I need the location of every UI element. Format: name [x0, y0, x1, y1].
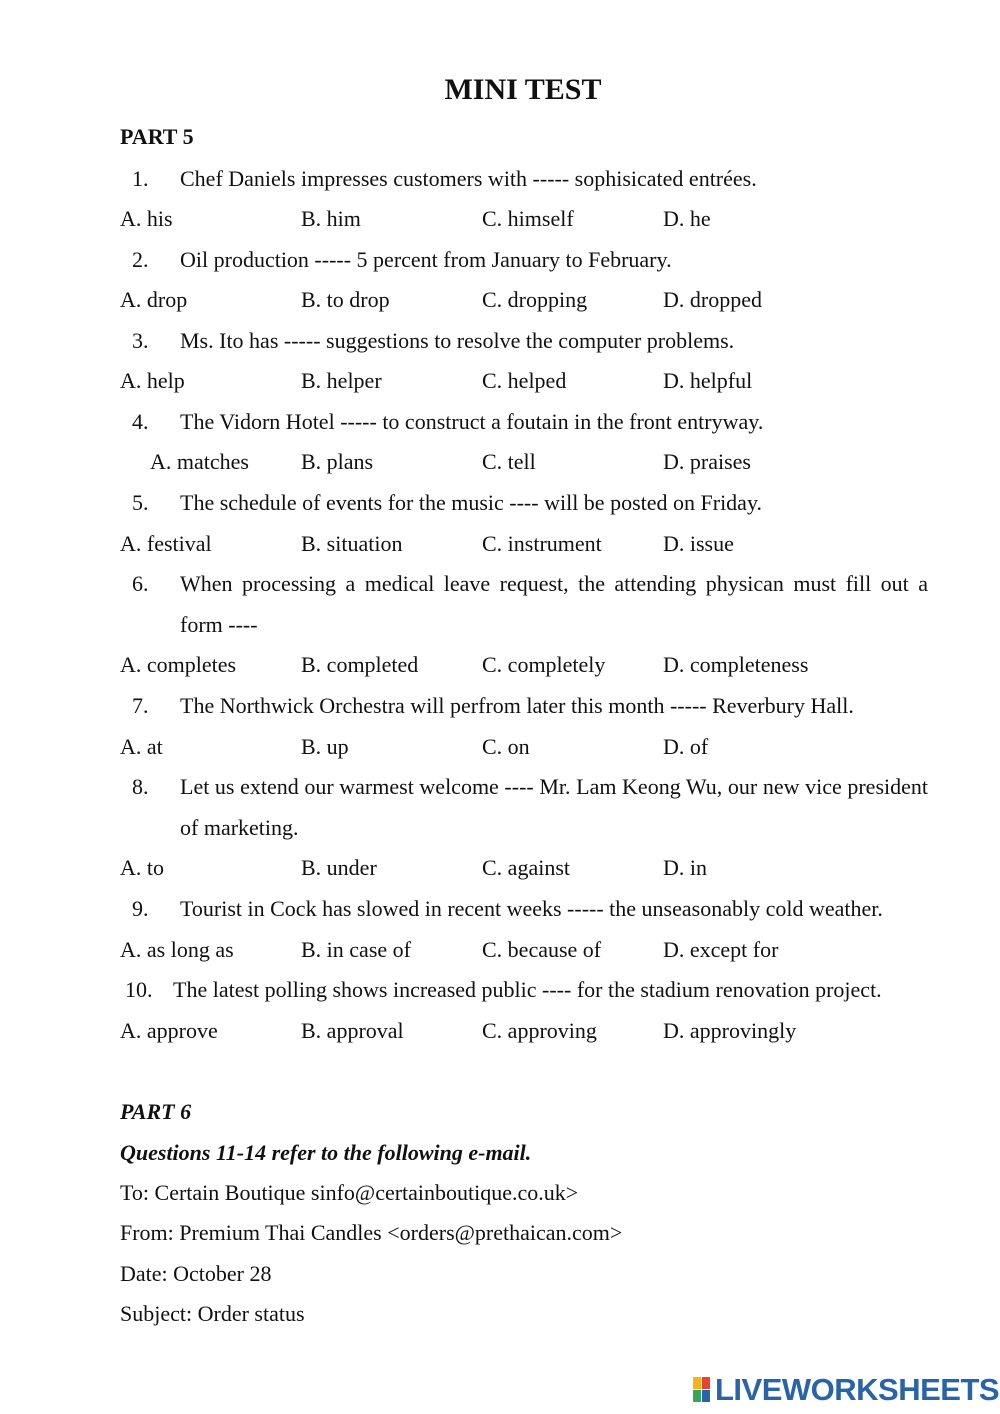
- option-c[interactable]: C. because of: [482, 937, 602, 962]
- option-b[interactable]: B. approval: [301, 1018, 404, 1043]
- option-c[interactable]: C. approving: [482, 1018, 597, 1043]
- question-number: 1.: [132, 166, 149, 191]
- option-d[interactable]: D. of: [663, 734, 709, 759]
- option-c[interactable]: C. dropping: [482, 287, 588, 312]
- option-a[interactable]: A. at: [120, 734, 163, 759]
- question-text: The Northwick Orchestra will perfrom later this month ----- Reverbury Hall.: [180, 693, 854, 718]
- option-b[interactable]: B. plans: [301, 449, 374, 474]
- option-b[interactable]: B. in case of: [301, 937, 411, 962]
- option-d[interactable]: D. in: [663, 855, 707, 880]
- question-number: 3.: [132, 328, 149, 353]
- question-text: The Vidorn Hotel ----- to construct a foutain in the front entryway.: [180, 409, 764, 434]
- question-text: Ms. Ito has ----- suggestions to resolve the computer problems.: [180, 328, 735, 353]
- question-number: 10.: [125, 977, 153, 1002]
- option-a[interactable]: A. matches: [150, 449, 249, 474]
- option-d[interactable]: D. dropped: [663, 287, 762, 312]
- option-c[interactable]: C. helped: [482, 368, 567, 393]
- question-number: 4.: [132, 409, 149, 434]
- option-d[interactable]: D. issue: [663, 531, 734, 556]
- part6-heading: PART 6: [120, 1099, 192, 1124]
- question-number: 8.: [132, 774, 149, 799]
- option-a[interactable]: A. as long as: [120, 937, 234, 962]
- part5-heading: PART 5: [120, 124, 194, 149]
- question-number: 9.: [132, 896, 149, 921]
- option-c[interactable]: C. himself: [482, 206, 574, 231]
- option-a[interactable]: A. approve: [120, 1018, 218, 1043]
- question-number: 5.: [132, 490, 149, 515]
- brand-name: LIVEWORKSHEETS: [715, 1372, 1000, 1407]
- question-number: 2.: [132, 247, 149, 272]
- option-a[interactable]: A. drop: [120, 287, 188, 312]
- option-b[interactable]: B. situation: [301, 531, 403, 556]
- option-d[interactable]: D. approvingly: [663, 1018, 797, 1043]
- option-d[interactable]: D. except for: [663, 937, 779, 962]
- option-d[interactable]: D. praises: [663, 449, 751, 474]
- liveworksheets-logo: [693, 1372, 1000, 1407]
- question-text: The schedule of events for the music ---- will be posted on Friday.: [180, 490, 763, 515]
- question-text: Tourist in Cock has slowed in recent weeks ----- the unseasonably cold weather.: [180, 896, 883, 921]
- email-to: To: Certain Boutique sinfo@certainboutique.co.uk>: [120, 1180, 579, 1205]
- option-b[interactable]: B. to drop: [301, 287, 390, 312]
- logo-blocks-icon: [693, 1377, 711, 1403]
- question-number: 7.: [132, 693, 149, 718]
- email-from: From: Premium Thai Candles <orders@prethaican.com>: [120, 1220, 623, 1245]
- option-c[interactable]: C. on: [482, 734, 530, 759]
- option-a[interactable]: A. completes: [120, 652, 237, 677]
- question-text: When processing a medical leave request, the attending physican must fill out a form ----: [180, 571, 928, 637]
- part6-instructions: Questions 11-14 refer to the following e-mail.: [120, 1140, 532, 1165]
- option-b[interactable]: B. completed: [301, 652, 419, 677]
- option-c[interactable]: C. completely: [482, 652, 606, 677]
- option-b[interactable]: B. helper: [301, 368, 382, 393]
- option-b[interactable]: B. up: [301, 734, 349, 759]
- question-text: Oil production ----- 5 percent from January to February.: [180, 247, 672, 272]
- page-title: MINI TEST: [444, 73, 602, 106]
- question-number: 6.: [132, 571, 149, 596]
- option-a[interactable]: A. to: [120, 855, 164, 880]
- email-date: Date: October 28: [120, 1261, 272, 1286]
- option-a[interactable]: A. festival: [120, 531, 212, 556]
- option-d[interactable]: D. he: [663, 206, 711, 231]
- option-d[interactable]: D. helpful: [663, 368, 753, 393]
- option-d[interactable]: D. completeness: [663, 652, 809, 677]
- email-subject: Subject: Order status: [120, 1301, 305, 1326]
- question-text: The latest polling shows increased public ---- for the stadium renovation project.: [173, 977, 882, 1002]
- option-b[interactable]: B. under: [301, 855, 377, 880]
- option-a[interactable]: A. help: [120, 368, 185, 393]
- option-c[interactable]: C. tell: [482, 449, 536, 474]
- question-text: Let us extend our warmest welcome ---- Mr. Lam Keong Wu, our new vice president of marketing.: [180, 774, 928, 840]
- option-b[interactable]: B. him: [301, 206, 361, 231]
- option-a[interactable]: A. his: [120, 206, 173, 231]
- option-c[interactable]: C. against: [482, 855, 570, 880]
- question-text: Chef Daniels impresses customers with ----- sophisicated entrées.: [180, 166, 757, 191]
- option-c[interactable]: C. instrument: [482, 531, 602, 556]
